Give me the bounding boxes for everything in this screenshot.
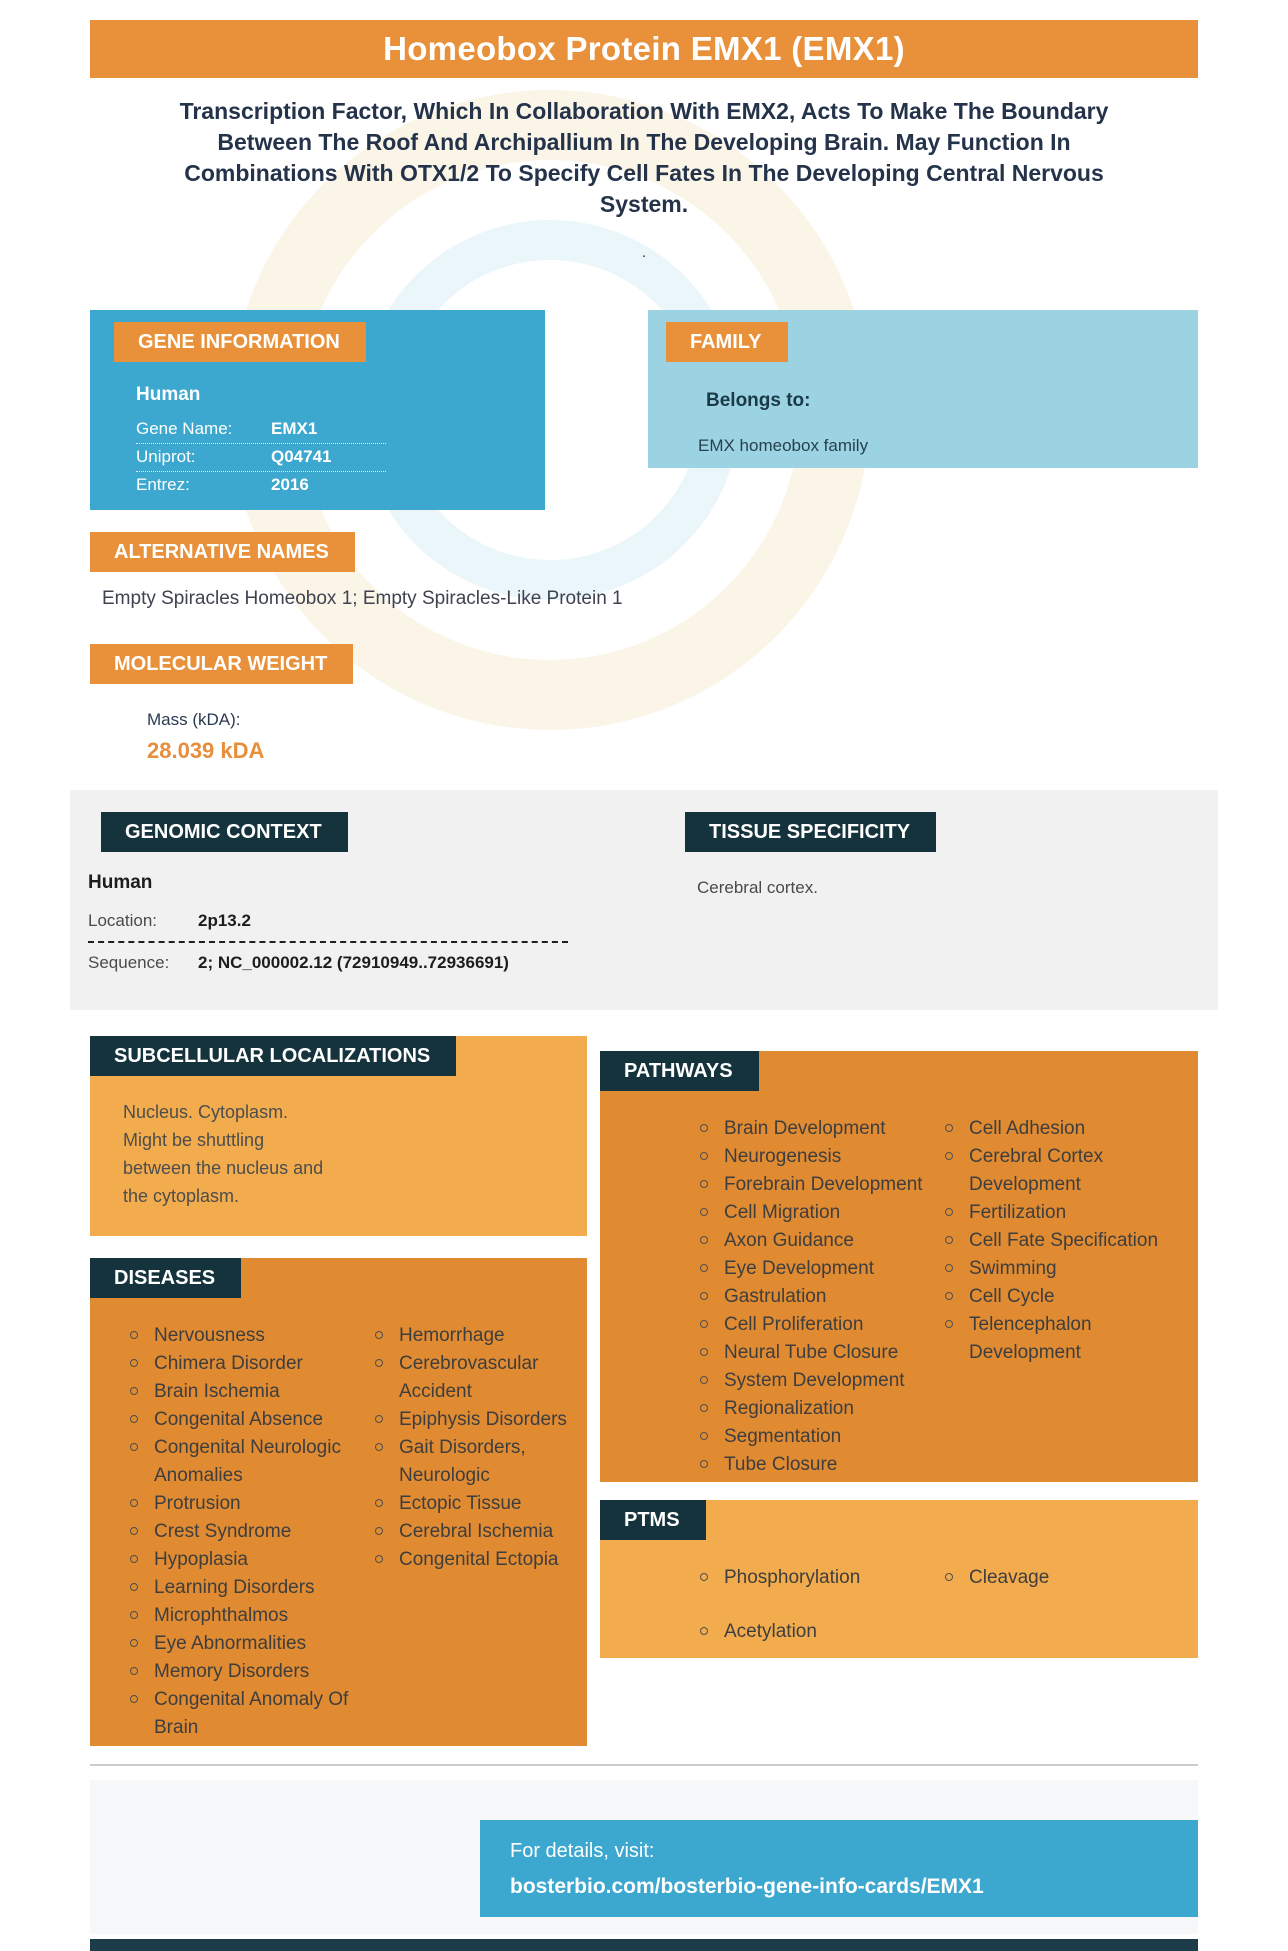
- list-item-label: Gait Disorders, Neurologic: [399, 1437, 526, 1486]
- list-item: [945, 1199, 1192, 1227]
- mass-label: Mass (kDA):: [147, 710, 241, 729]
- list-item: [130, 1518, 375, 1546]
- list-item: [130, 1434, 375, 1490]
- bullet-icon: [130, 1331, 138, 1339]
- bullet-icon: [130, 1415, 138, 1423]
- bullet-icon: [945, 1264, 953, 1272]
- genomic-context-header: GENOMIC CONTEXT: [101, 812, 348, 852]
- gene-family-row: [90, 310, 1198, 510]
- card-content: [0, 20, 1288, 1951]
- ptms-columns: [600, 1540, 1198, 1672]
- list-item: [375, 1322, 581, 1350]
- sequence-value: 2; NC_000002.12 (72910949..72936691): [198, 953, 509, 972]
- pathways-list-col1: [700, 1115, 945, 1479]
- list-item-label: Cerebral Cortex Development: [969, 1146, 1104, 1195]
- ptms-list-col2: [945, 1564, 1192, 1672]
- bullet-icon: [130, 1499, 138, 1507]
- list-item-label: Brain Development: [724, 1118, 886, 1139]
- list-item-label: Congenital Anomaly Of Brain: [154, 1689, 349, 1738]
- ptms-header: PTMS: [600, 1500, 706, 1540]
- bullet-icon: [700, 1627, 708, 1635]
- list-item-label: Neural Tube Closure: [724, 1342, 899, 1363]
- row-label: Gene Name:: [136, 419, 233, 438]
- pathways-list-col2: [945, 1115, 1192, 1479]
- list-item-label: Cleavage: [969, 1567, 1050, 1588]
- gene-information-header: GENE INFORMATION: [114, 322, 366, 362]
- bullet-icon: [700, 1236, 708, 1244]
- list-item-label: Tube Closure: [724, 1454, 838, 1475]
- footer-link-box: [480, 1820, 1198, 1917]
- list-item: [700, 1367, 945, 1395]
- bullet-icon: [130, 1359, 138, 1367]
- bottom-accent-bar: [90, 1939, 1198, 1951]
- pathways-header: PATHWAYS: [600, 1051, 759, 1091]
- bullet-icon: [130, 1387, 138, 1395]
- list-item: [700, 1564, 945, 1592]
- list-item: [130, 1686, 375, 1742]
- bullet-icon: [375, 1415, 383, 1423]
- row-value: EMX1: [271, 419, 318, 438]
- list-item-label: System Development: [724, 1370, 905, 1391]
- bullet-icon: [945, 1236, 953, 1244]
- list-item-label: Epiphysis Disorders: [399, 1409, 567, 1430]
- list-item: [945, 1115, 1192, 1143]
- table-row: [136, 416, 386, 444]
- list-item: [130, 1406, 375, 1434]
- alternative-names-section: [90, 532, 1198, 610]
- list-item-label: Nervousness: [154, 1325, 265, 1346]
- list-item: [700, 1283, 945, 1311]
- column-spacer: [545, 310, 648, 510]
- column-gap: [587, 1036, 600, 1746]
- list-item: [945, 1311, 1192, 1367]
- list-item: [375, 1490, 581, 1518]
- list-item-label: Phosphorylation: [724, 1567, 861, 1588]
- bullet-icon: [375, 1443, 383, 1451]
- list-item-label: Cell Fate Specification: [969, 1230, 1159, 1251]
- genomic-species-label: Human: [88, 872, 153, 893]
- gene-info-table: [136, 416, 386, 499]
- protein-description: Transcription Factor, Which In Collaboration With EMX2, Acts To Make The Boundary Between The Roof And Archipallium In The Developing Brain. May Function In Combinations With OTX1/2 To Specify Cell Fates In The Developing Central Nervous System.: [179, 98, 1109, 217]
- list-item-label: Forebrain Development: [724, 1174, 923, 1195]
- list-item: [700, 1451, 945, 1479]
- list-item: [130, 1574, 375, 1602]
- table-row: [136, 444, 386, 472]
- list-item: [130, 1546, 375, 1574]
- list-item-label: Cerebrovascular Accident: [399, 1353, 539, 1402]
- list-item: [130, 1630, 375, 1658]
- bullet-icon: [700, 1292, 708, 1300]
- footer: [90, 1780, 1198, 1934]
- list-item-label: Fertilization: [969, 1202, 1067, 1223]
- list-item: [945, 1564, 1192, 1592]
- pathways-section: [600, 1051, 1198, 1482]
- pathways-columns: [600, 1091, 1198, 1479]
- table-row: [136, 472, 386, 499]
- bullet-icon: [130, 1667, 138, 1675]
- diseases-list-col2: [375, 1322, 581, 1742]
- bullet-icon: [130, 1555, 138, 1563]
- list-item-label: Cell Cycle: [969, 1286, 1055, 1307]
- molecular-weight-section: [90, 644, 1198, 764]
- list-item: [375, 1546, 581, 1574]
- list-item: [700, 1199, 945, 1227]
- list-item: [700, 1143, 945, 1171]
- bullet-icon: [375, 1555, 383, 1563]
- bullet-icon: [700, 1264, 708, 1272]
- list-item-label: Congenital Absence: [154, 1409, 324, 1430]
- list-item-label: Congenital Neurologic Anomalies: [154, 1437, 341, 1486]
- bullet-icon: [130, 1583, 138, 1591]
- page-title: Homeobox Protein EMX1 (EMX1): [383, 30, 905, 67]
- list-item: [375, 1434, 581, 1490]
- bullet-icon: [700, 1404, 708, 1412]
- description-dot: .: [641, 244, 647, 261]
- location-row: [88, 906, 643, 936]
- tissue-specificity-header: TISSUE SPECIFICITY: [685, 812, 936, 852]
- list-item-label: Hypoplasia: [154, 1549, 248, 1570]
- list-item-label: Neurogenesis: [724, 1146, 842, 1167]
- list-item-label: Eye Development: [724, 1258, 874, 1279]
- list-item: [130, 1378, 375, 1406]
- diseases-list-col1: [130, 1322, 375, 1742]
- list-item-label: Cell Proliferation: [724, 1314, 864, 1335]
- subcellular-localizations-section: [90, 1036, 587, 1236]
- list-item: [945, 1255, 1192, 1283]
- alternative-names-header: ALTERNATIVE NAMES: [90, 532, 355, 572]
- diseases-columns: [90, 1298, 587, 1742]
- row-label: Entrez:: [136, 475, 190, 494]
- list-item: [700, 1618, 945, 1646]
- family-section: [648, 310, 1198, 468]
- bullet-icon: [700, 1208, 708, 1216]
- row-value: Q04741: [271, 447, 332, 466]
- list-item-label: Telencephalon Development: [969, 1314, 1092, 1363]
- list-item-label: Hemorrhage: [399, 1325, 505, 1346]
- bullet-icon: [700, 1348, 708, 1356]
- list-item: [130, 1490, 375, 1518]
- left-column: [90, 1036, 587, 1746]
- list-item-label: Segmentation: [724, 1426, 842, 1447]
- molecular-weight-header: MOLECULAR WEIGHT: [90, 644, 353, 684]
- list-item: [945, 1143, 1192, 1199]
- gene-information-section: [90, 310, 545, 510]
- list-item-label: Regionalization: [724, 1398, 854, 1419]
- list-item-label: Gastrulation: [724, 1286, 827, 1307]
- list-item-label: Ectopic Tissue: [399, 1493, 522, 1514]
- list-item: [130, 1602, 375, 1630]
- list-item-label: Eye Abnormalities: [154, 1633, 307, 1654]
- bullet-icon: [945, 1124, 953, 1132]
- list-item-label: Crest Syndrome: [154, 1521, 292, 1542]
- diseases-header: DISEASES: [90, 1258, 241, 1298]
- bullet-icon: [375, 1499, 383, 1507]
- bullet-icon: [945, 1292, 953, 1300]
- list-item: [375, 1350, 581, 1406]
- footer-divider: [90, 1764, 1198, 1766]
- bullet-icon: [945, 1573, 953, 1581]
- ptms-section: [600, 1500, 1198, 1658]
- list-item: [700, 1227, 945, 1255]
- bullet-icon: [700, 1152, 708, 1160]
- list-item-label: Cell Migration: [724, 1202, 841, 1223]
- bullet-icon: [130, 1639, 138, 1647]
- bullet-icon: [130, 1527, 138, 1535]
- list-item: [945, 1227, 1192, 1255]
- location-label: Location:: [88, 911, 157, 930]
- subcellular-localizations-header: SUBCELLULAR LOCALIZATIONS: [90, 1036, 456, 1076]
- list-item-label: Acetylation: [724, 1621, 817, 1642]
- bullet-icon: [130, 1611, 138, 1619]
- list-item: [700, 1171, 945, 1199]
- belongs-to-label: Belongs to:: [706, 390, 811, 411]
- list-item-label: Brain Ischemia: [154, 1381, 280, 1402]
- bullet-icon: [130, 1443, 138, 1451]
- bullet-icon: [375, 1331, 383, 1339]
- list-item: [375, 1406, 581, 1434]
- diseases-section: [90, 1258, 587, 1746]
- row-value: 2016: [271, 475, 309, 494]
- list-item: [700, 1395, 945, 1423]
- footer-url-link[interactable]: bosterbio.com/bosterbio-gene-info-cards/EMX1: [510, 1875, 984, 1898]
- list-item-label: Cell Adhesion: [969, 1118, 1086, 1139]
- list-item-label: Axon Guidance: [724, 1230, 854, 1251]
- title-banner: [90, 20, 1198, 78]
- genomic-context-section: [88, 812, 643, 978]
- list-item: [700, 1339, 945, 1367]
- bullet-icon: [700, 1180, 708, 1188]
- list-item-label: Learning Disorders: [154, 1577, 315, 1598]
- list-item: [375, 1518, 581, 1546]
- bullet-icon: [700, 1573, 708, 1581]
- list-item: [130, 1658, 375, 1686]
- right-column: [600, 1051, 1198, 1746]
- list-item-label: Chimera Disorder: [154, 1353, 303, 1374]
- bullet-icon: [375, 1359, 383, 1367]
- bullet-icon: [130, 1695, 138, 1703]
- sequence-row: [88, 948, 643, 978]
- list-item: [700, 1311, 945, 1339]
- location-value: 2p13.2: [198, 911, 251, 930]
- mass-value: 28.039 kDA: [147, 738, 265, 763]
- bullet-icon: [375, 1527, 383, 1535]
- list-item-label: Microphthalmos: [154, 1605, 289, 1626]
- bullet-icon: [700, 1320, 708, 1328]
- ptms-list-col1: [700, 1564, 945, 1672]
- bullet-icon: [700, 1376, 708, 1384]
- row-label: Uniprot:: [136, 447, 196, 466]
- tissue-specificity-value: Cerebral cortex.: [697, 878, 818, 897]
- list-item-label: Congenital Ectopia: [399, 1549, 559, 1570]
- list-item: [700, 1115, 945, 1143]
- sequence-label: Sequence:: [88, 953, 170, 972]
- list-item-label: Protrusion: [154, 1493, 241, 1514]
- list-item: [130, 1322, 375, 1350]
- subcellular-localizations-value: Nucleus. Cytoplasm. Might be shuttling between the nucleus and the cytoplasm.: [123, 1102, 324, 1206]
- tissue-specificity-section: [685, 812, 1198, 978]
- alternative-names-value: Empty Spiracles Homeobox 1; Empty Spiracles-Like Protein 1: [102, 588, 623, 609]
- list-item: [945, 1283, 1192, 1311]
- list-item: [130, 1350, 375, 1378]
- genomic-tissue-panel: [70, 790, 1218, 1010]
- bullet-icon: [945, 1152, 953, 1160]
- bullet-icon: [700, 1460, 708, 1468]
- bullet-icon: [700, 1432, 708, 1440]
- lists-row: [90, 1036, 1198, 1746]
- bullet-icon: [945, 1320, 953, 1328]
- list-item-label: Swimming: [969, 1258, 1057, 1279]
- gene-species-label: Human: [136, 384, 201, 405]
- list-item-label: Memory Disorders: [154, 1661, 310, 1682]
- bullet-icon: [700, 1124, 708, 1132]
- family-value: EMX homeobox family: [698, 436, 869, 455]
- list-item: [700, 1423, 945, 1451]
- bullet-icon: [945, 1208, 953, 1216]
- family-header: FAMILY: [666, 322, 788, 362]
- dashed-divider: [88, 941, 568, 943]
- list-item-label: Cerebral Ischemia: [399, 1521, 554, 1542]
- list-item: [700, 1255, 945, 1283]
- visit-label: For details, visit:: [510, 1840, 655, 1862]
